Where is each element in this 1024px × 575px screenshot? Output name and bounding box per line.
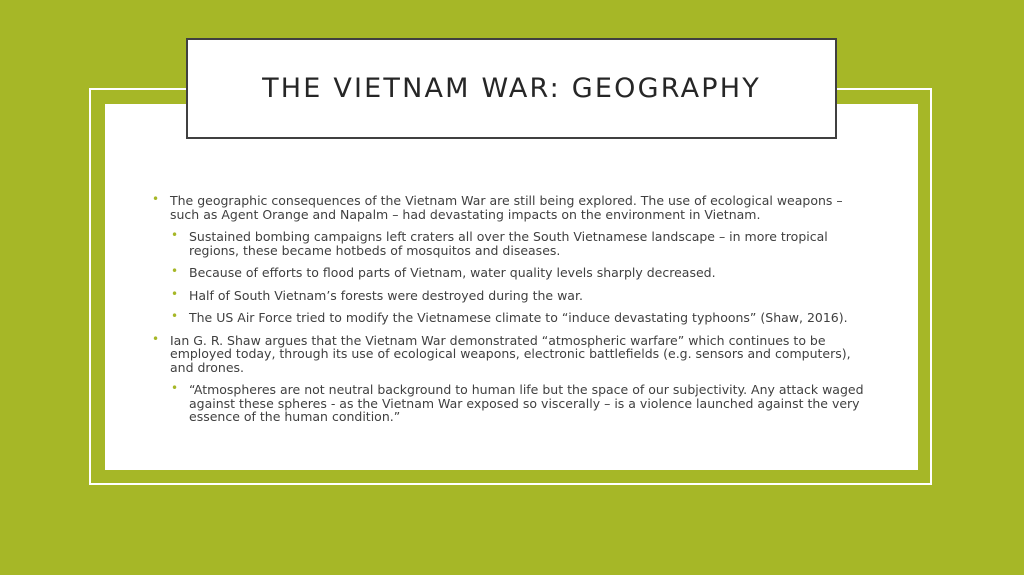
bullet-text: The US Air Force tried to modify the Vietnamese climate to “induce devastating typhoons” (Shaw, 2016).: [189, 310, 848, 325]
bullet-item: [171, 266, 872, 280]
bullet-item: [171, 230, 872, 257]
bullet-dot-icon: •: [171, 309, 179, 323]
bullet-text: The geographic consequences of the Vietnam War are still being explored. The use of ecological weapons – such as Agent Orange and Napalm – had devastating impacts on the environment in Vietnam.: [170, 193, 843, 222]
bullet-item: [152, 194, 872, 221]
title-box: [186, 38, 837, 139]
bullet-dot-icon: •: [152, 192, 160, 206]
bullet-dot-icon: •: [171, 228, 179, 242]
bullet-dot-icon: •: [171, 286, 179, 301]
bullet-dot-icon: •: [171, 381, 179, 395]
bullet-text: Because of efforts to flood parts of Vietnam, water quality levels sharply decreased.: [189, 265, 716, 280]
bullet-item: [171, 311, 872, 325]
bullet-item: [171, 286, 872, 303]
bullet-text: “Atmospheres are not neutral background to human life but the space of our subjectivity. Any attack waged against these spheres - as the Vietnam War exposed so viscerally – is a violence launched against the very essence of the human condition.”: [189, 382, 864, 424]
bullet-text: Ian G. R. Shaw argues that the Vietnam War demonstrated “atmospheric warfare” which continues to be employed today, through its use of ecological weapons, electronic battlefields (e.g. sensors and computers), and drones.: [170, 332, 851, 375]
bullet-dot-icon: •: [171, 264, 179, 278]
bullet-text: Half of South Vietnam’s forests were destroyed during the war.: [189, 287, 583, 303]
bullet-text: Sustained bombing campaigns left craters all over the South Vietnamese landscape – in more tropical regions, these became hotbeds of mosquitos and diseases.: [189, 229, 828, 258]
bullet-item: [152, 331, 872, 375]
bullet-list: [152, 194, 872, 433]
bullet-dot-icon: •: [152, 331, 160, 346]
slide-title: THE VIETNAM WAR: GEOGRAPHY: [262, 73, 761, 104]
bullet-item: [171, 383, 872, 424]
